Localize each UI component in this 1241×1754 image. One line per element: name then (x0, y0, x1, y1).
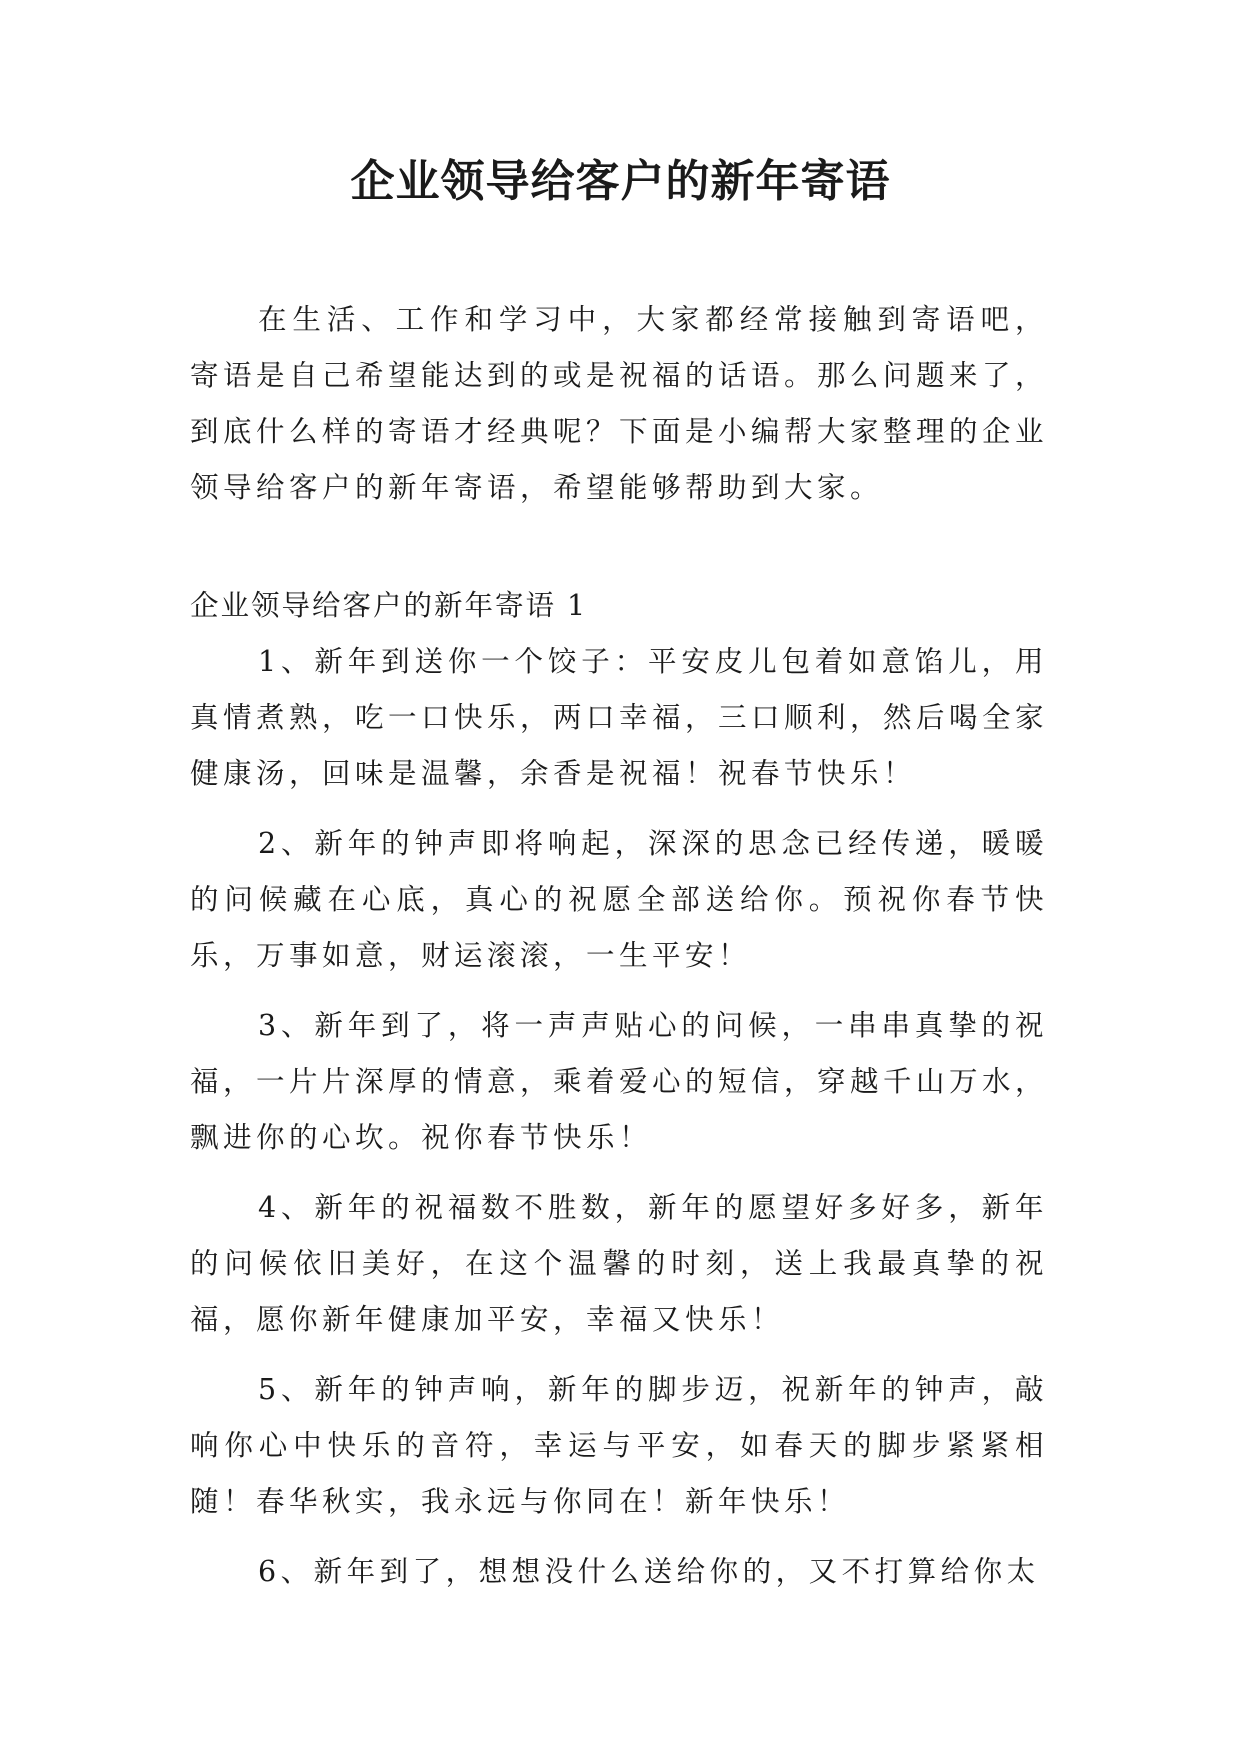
greeting-item-1: 1、新年到送你一个饺子：平安皮儿包着如意馅儿，用真情煮熟，吃一口快乐，两口幸福，三口顺利，然后喝全家健康汤，回味是温馨，余香是祝福！祝春节快乐！ (190, 645, 1049, 790)
greeting-item-4: 4、新年的祝福数不胜数，新年的愿望好多好多，新年的问候依旧美好，在这个温馨的时刻，送上我最真挚的祝福，愿你新年健康加平安，幸福又快乐！ (190, 1191, 1048, 1336)
greeting-item-3: 3、新年到了，将一声声贴心的问候，一串串真挚的祝福，一片片深厚的情意，乘着爱心的短信，穿越千山万水，飘进你的心坎。祝你春节快乐！ (190, 1009, 1049, 1154)
greeting-list (190, 634, 1048, 1614)
greeting-item-5: 5、新年的钟声响，新年的脚步迈，祝新年的钟声，敲响你心中快乐的音符，幸运与平安，如春天的脚步紧紧相随！春华秋实，我永远与你同在！新年快乐！ (190, 1373, 1048, 1518)
greeting-item-6: 6、新年到了，想想没什么送给你的，又不打算给你太 (258, 1555, 1040, 1588)
intro-paragraph: 在生活、工作和学习中，大家都经常接触到寄语吧，寄语是自己希望能达到的或是祝福的话语。那么问题来了，到底什么样的寄语才经典呢？下面是小编帮大家整理的企业领导给客户的新年寄语，希望能够帮助到大家。 (190, 303, 1049, 504)
page-title: 企业领导给客户的新年寄语 (350, 156, 891, 207)
greeting-item-2: 2、新年的钟声即将响起，深深的思念已经传递，暖暖的问候藏在心底，真心的祝愿全部送给你。预祝你春节快乐，万事如意，财运滚滚，一生平安！ (190, 827, 1048, 972)
section-heading: 企业领导给客户的新年寄语 1 (190, 589, 588, 622)
